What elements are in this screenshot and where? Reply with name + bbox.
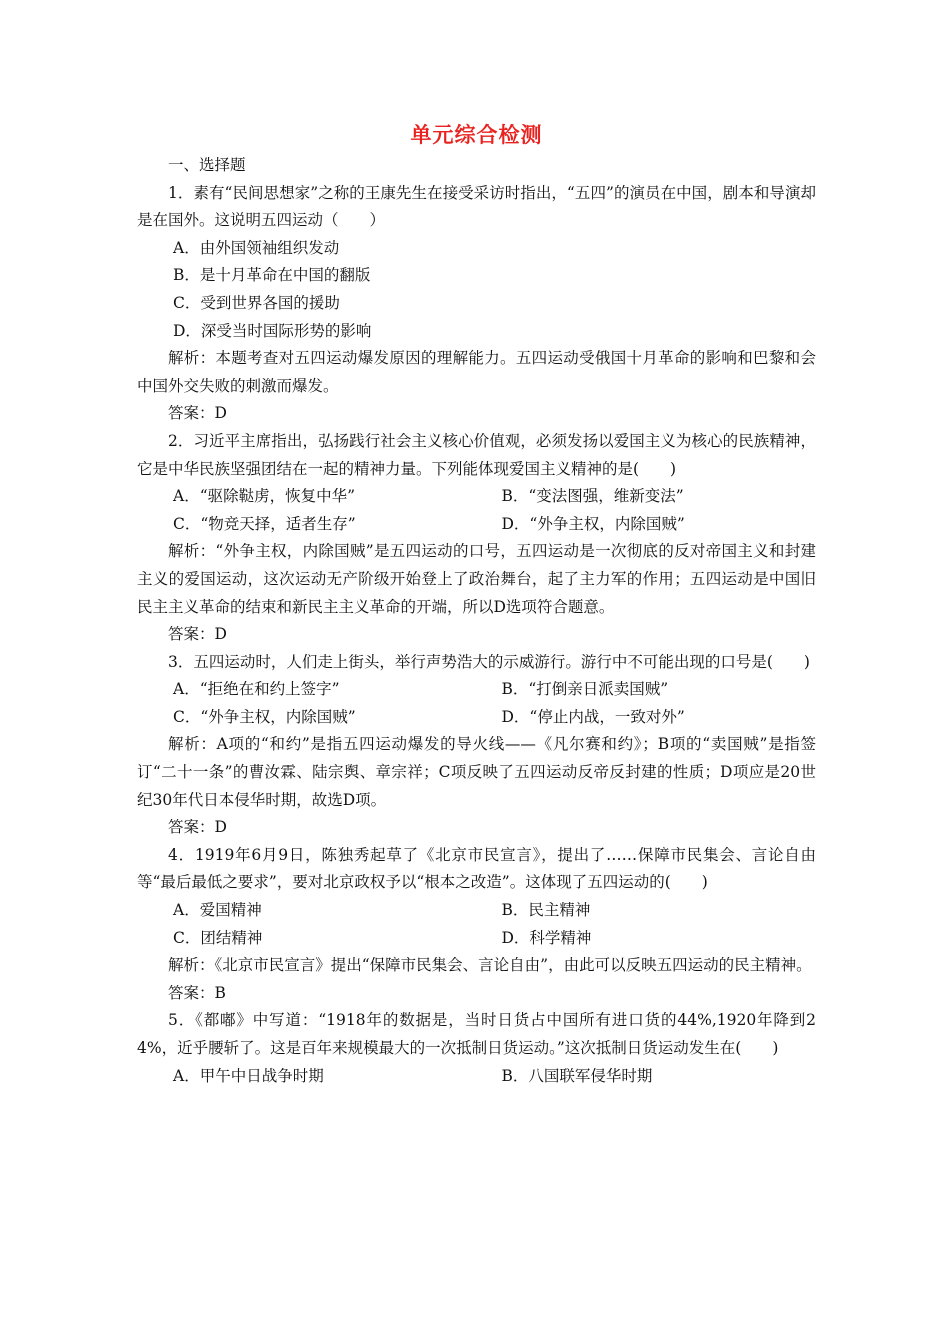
section-heading: 一、选择题 <box>168 156 246 174</box>
option-row <box>137 511 816 539</box>
option-a: A．由外国领袖组织发动 <box>173 238 340 257</box>
option-c: C．“物竞天择，适者生存” <box>173 514 356 533</box>
option-row <box>137 483 816 511</box>
option-a: A．“拒绝在和约上签字” <box>173 680 340 699</box>
analysis: 解析：“外争主权，内除国贼”是五四运动的口号，五四运动是一次彻底的反对帝国主义和封建主义的爱国运动，这次运动无产阶级开始登上了政治舞台，起了主力军的作用；五四运动是中国旧民主主义革命的结束和新民主主义革命的开端，所以D选项符合题意。 <box>137 542 816 616</box>
option-row <box>137 676 816 704</box>
question-2 <box>137 428 816 649</box>
analysis: 解析：《北京市民宣言》提出“保障市民集会、言论自由”，由此可以反映五四运动的民主精神。 <box>168 956 812 975</box>
option-row <box>137 925 816 953</box>
option-c: C．受到世界各国的援助 <box>173 293 340 312</box>
question-5 <box>137 1007 816 1090</box>
option-a: A．爱国精神 <box>173 901 262 920</box>
option-row <box>137 897 816 925</box>
option-row <box>137 1063 816 1091</box>
question-stem: 2．习近平主席指出，弘扬践行社会主义核心价值观，必须发扬以爱国主义为核心的民族精神，它是中华民族坚强团结在一起的精神力量。下列能体现爱国主义精神的是( ) <box>137 431 816 478</box>
analysis: 解析：A项的“和约”是指五四运动爆发的导火线——《凡尔赛和约》；B项的“卖国贼”是指签订“二十一条”的曹汝霖、陆宗舆、章宗祥；C项反映了五四运动反帝反封建的性质；D项应是20世纪30年代日本侵华时期，故选D项。 <box>137 735 816 809</box>
question-3 <box>137 649 816 842</box>
question-stem: 1．素有“民间思想家”之称的王康先生在接受采访时指出，“五四”的演员在中国，剧本和导演却是在国外。这说明五四运动（ ） <box>137 183 816 230</box>
option-d: D．科学精神 <box>501 928 592 947</box>
option-b: B．“打倒亲日派卖国贼” <box>501 680 669 699</box>
answer: 答案：D <box>168 404 227 423</box>
answer: 答案：B <box>168 983 226 1002</box>
option-a: A．“驱除鞑虏，恢复中华” <box>173 487 356 506</box>
option-c: C．“外争主权，内除国贼” <box>173 707 356 726</box>
option-b: B．八国联军侵华时期 <box>501 1066 653 1085</box>
option-d: D．“停止内战，一致对外” <box>501 707 685 726</box>
option-a: A．甲午中日战争时期 <box>173 1066 324 1085</box>
option-b: B．是十月革命在中国的翻版 <box>173 266 371 285</box>
question-stem: 3．五四运动时，人们走上街头，举行声势浩大的示威游行。游行中不可能出现的口号是( ) <box>168 652 810 671</box>
question-stem: 4．1919年6月9日，陈独秀起草了《北京市民宣言》，提出了……保障市民集会、言论自由等“最后最低之要求”，要对北京政权予以“根本之改造”。这体现了五四运动的( ) <box>137 845 816 892</box>
option-b: B．“变法图强，维新变法” <box>501 487 684 506</box>
answer: 答案：D <box>168 818 227 837</box>
option-c: C．团结精神 <box>173 928 263 947</box>
question-stem: 5．《都嘟》中写道：“1918年的数据是，当时日货占中国所有进口货的44%,1920年降到24%，近乎腰斩了。这是百年来规模最大的一次抵制日货运动。”这次抵制日货运动发生在( ) <box>137 1011 816 1057</box>
option-d: D．“外争主权，内除国贼” <box>501 514 685 533</box>
question-1 <box>137 180 816 428</box>
answer: 答案：D <box>168 625 227 644</box>
option-row <box>137 704 816 732</box>
page-title: 单元综合检测 <box>410 123 543 147</box>
option-b: B．民主精神 <box>501 901 591 920</box>
question-4 <box>137 842 816 1008</box>
analysis: 解析：本题考查对五四运动爆发原因的理解能力。五四运动受俄国十月革命的影响和巴黎和会中国外交失败的刺激而爆发。 <box>137 349 816 395</box>
option-d: D．深受当时国际形势的影响 <box>173 321 372 340</box>
